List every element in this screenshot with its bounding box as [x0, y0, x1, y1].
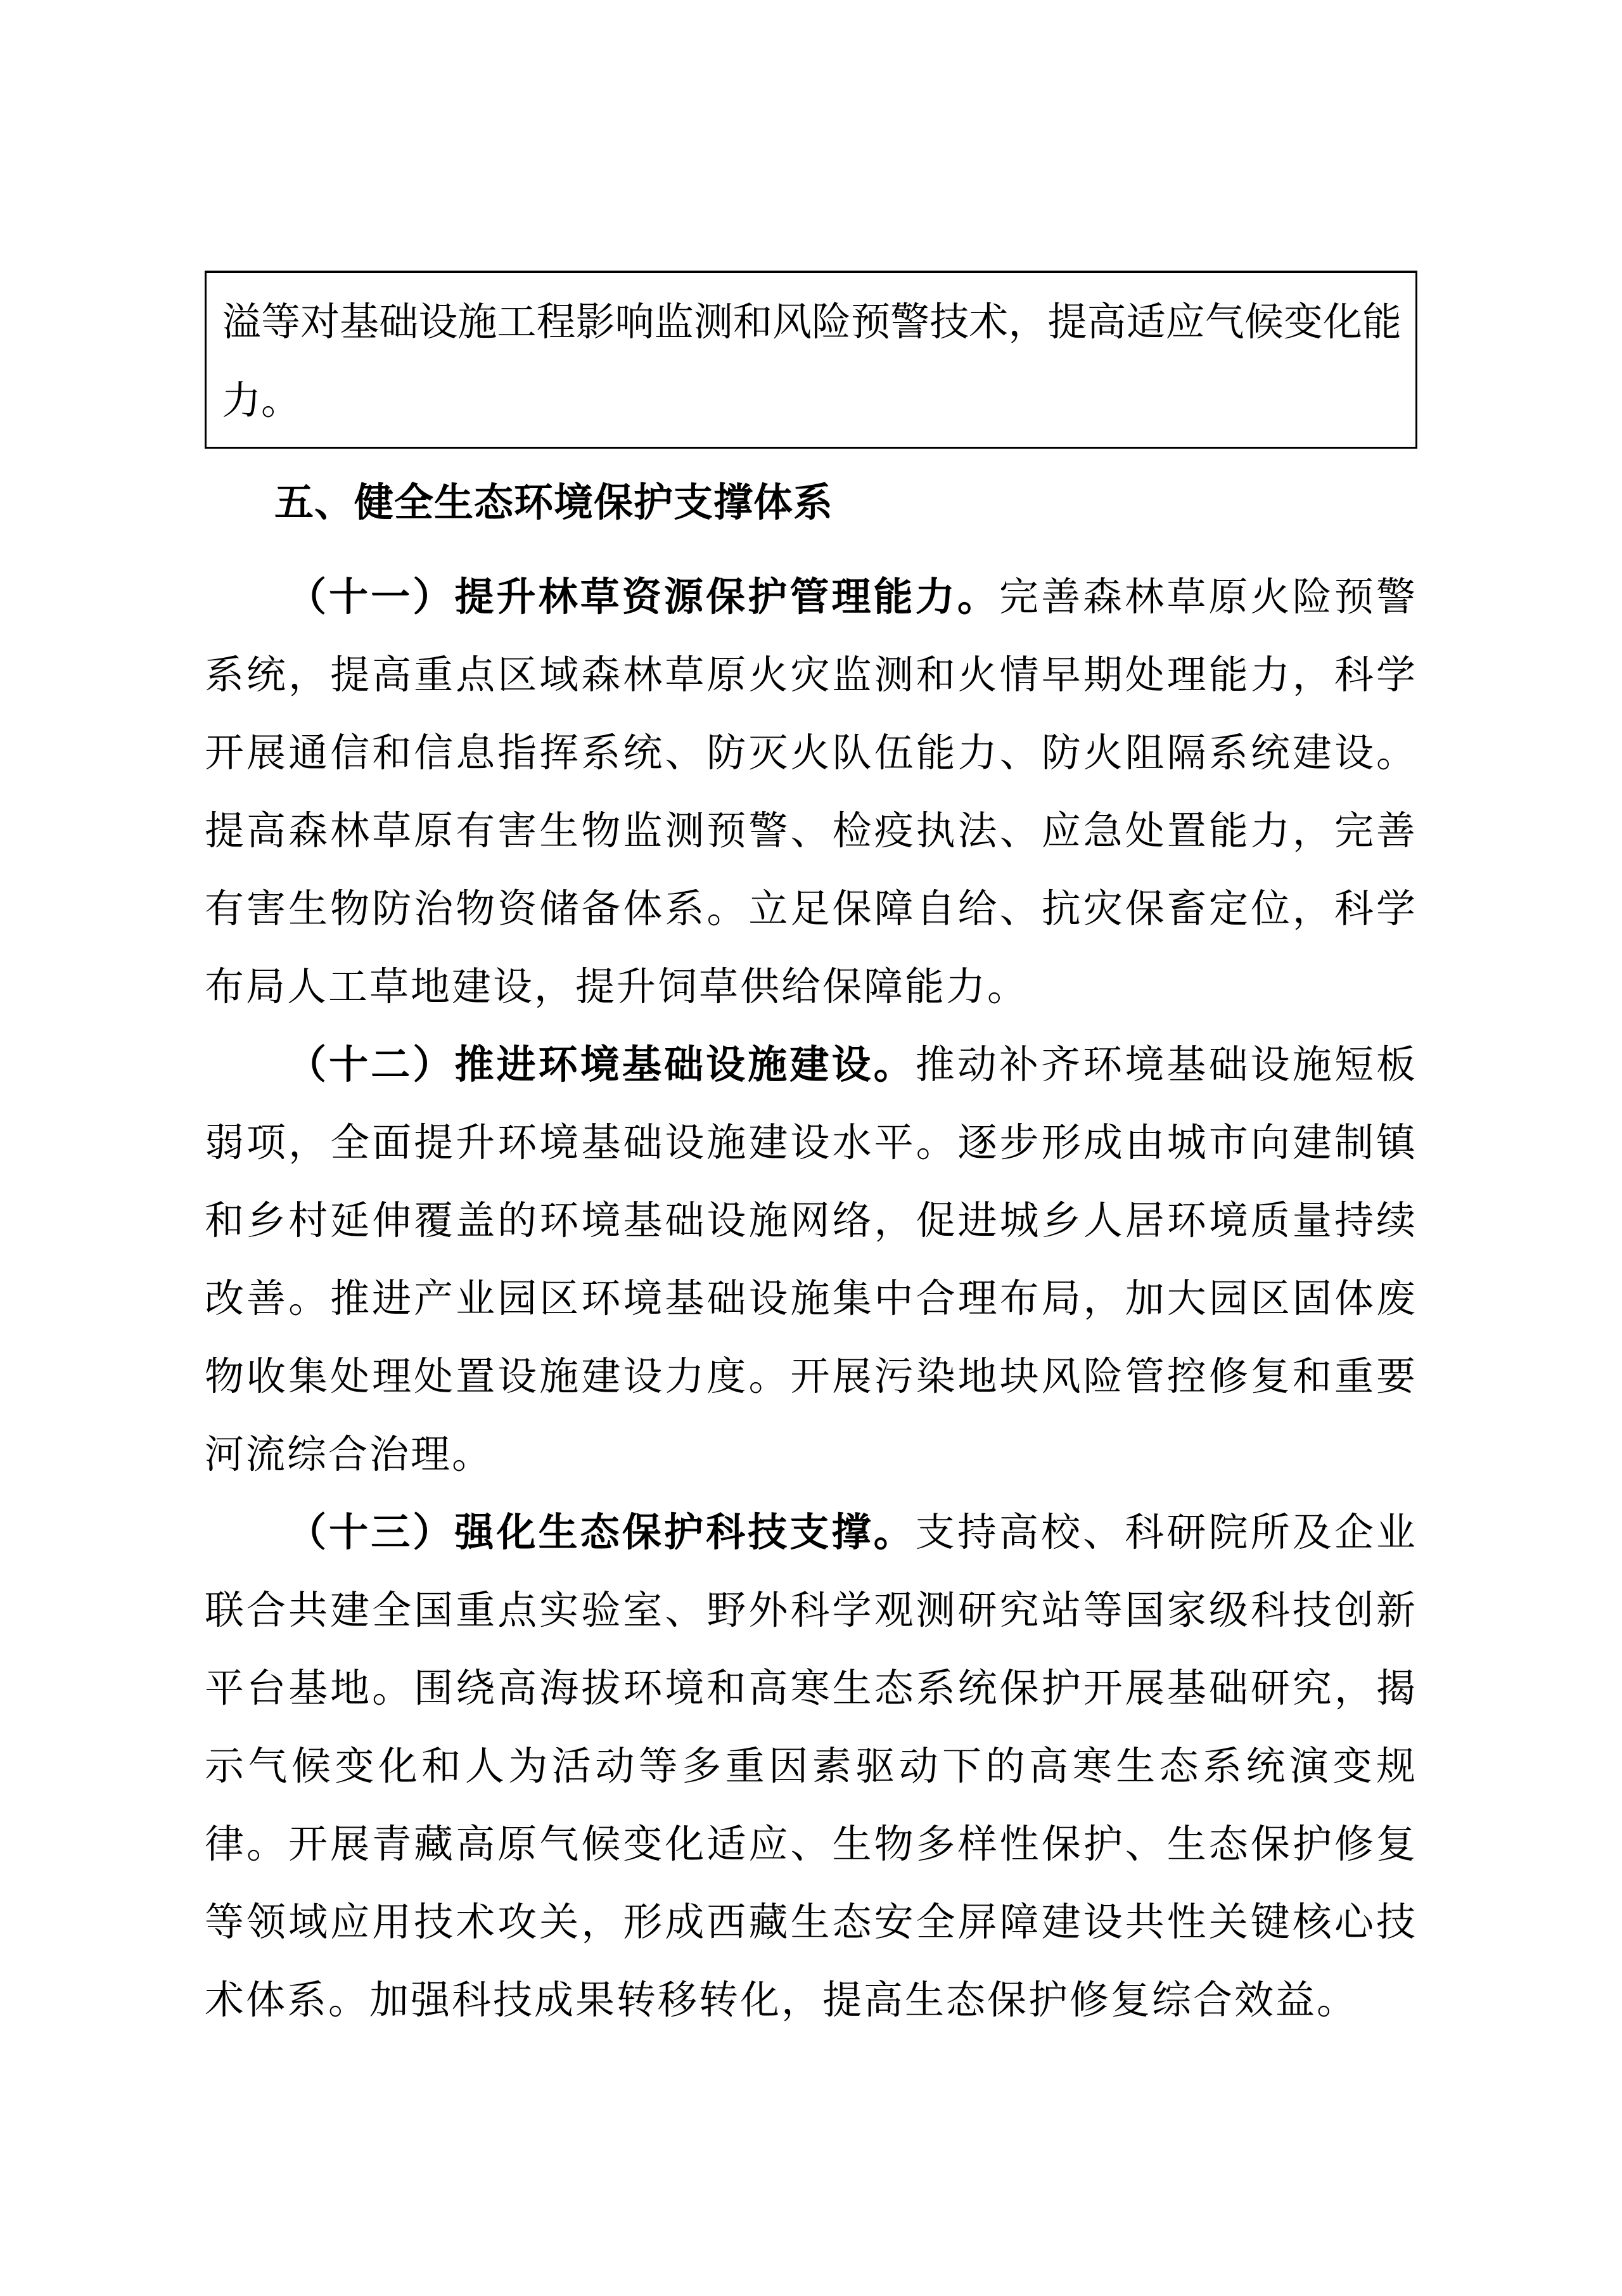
paragraph-12-lead: （十二）推进环境基础设施建设。 — [287, 1044, 916, 1087]
paragraph-12 — [205, 1027, 1417, 1494]
boxed-paragraph — [205, 271, 1417, 449]
paragraph-13 — [205, 1494, 1417, 2040]
paragraph-12-body: 推动补齐环境基础设施短板弱项，全面提升环境基础设施建设水平。逐步形成由城市向建制镇和乡村延伸覆盖的环境基础设施网络，促进城乡人居环境质量持续改善。推进产业园区环境基础设施集中合理布局，加大园区固体废物收集处理处置设施建设力度。开展污染地块风险管控修复和重要河流综合治理。 — [205, 1044, 1417, 1477]
paragraph-13-body: 支持高校、科研院所及企业联合共建全国重点实验室、野外科学观测研究站等国家级科技创新平台基地。围绕高海拔环境和高寒生态系统保护开展基础研究，揭示气候变化和人为活动等多重因素驱动下的高寒生态系统演变规律。开展青藏高原气候变化适应、生物多样性保护、生态保护修复等领域应用技术攻关，形成西藏生态安全屏障建设共性关键核心技术体系。加强科技成果转移转化，提高生态保护修复综合效益。 — [205, 1511, 1417, 2022]
section-heading: 五、健全生态环境保护支撑体系 — [274, 481, 834, 525]
paragraph-11-body: 完善森林草原火险预警系统，提高重点区域森林草原火灾监测和火情早期处理能力，科学开展通信和信息指挥系统、防灭火队伍能力、防火阻隔系统建设。提高森林草原有害生物监测预警、检疫执法、应急处置能力，完善有害生物防治物资储备体系。立足保障自给、抗灾保畜定位，科学布局人工草地建设，提升饲草供给保障能力。 — [205, 576, 1417, 1009]
document-content — [205, 271, 1417, 2040]
boxed-paragraph-text: 溢等对基础设施工程影响监测和风险预警技术，提高适应气候变化能力。 — [222, 301, 1402, 423]
paragraph-11-lead: （十一）提升林草资源保护管理能力。 — [287, 576, 999, 619]
paragraph-13-lead: （十三）强化生态保护科技支撑。 — [287, 1511, 916, 1555]
paragraph-11 — [205, 559, 1417, 1027]
